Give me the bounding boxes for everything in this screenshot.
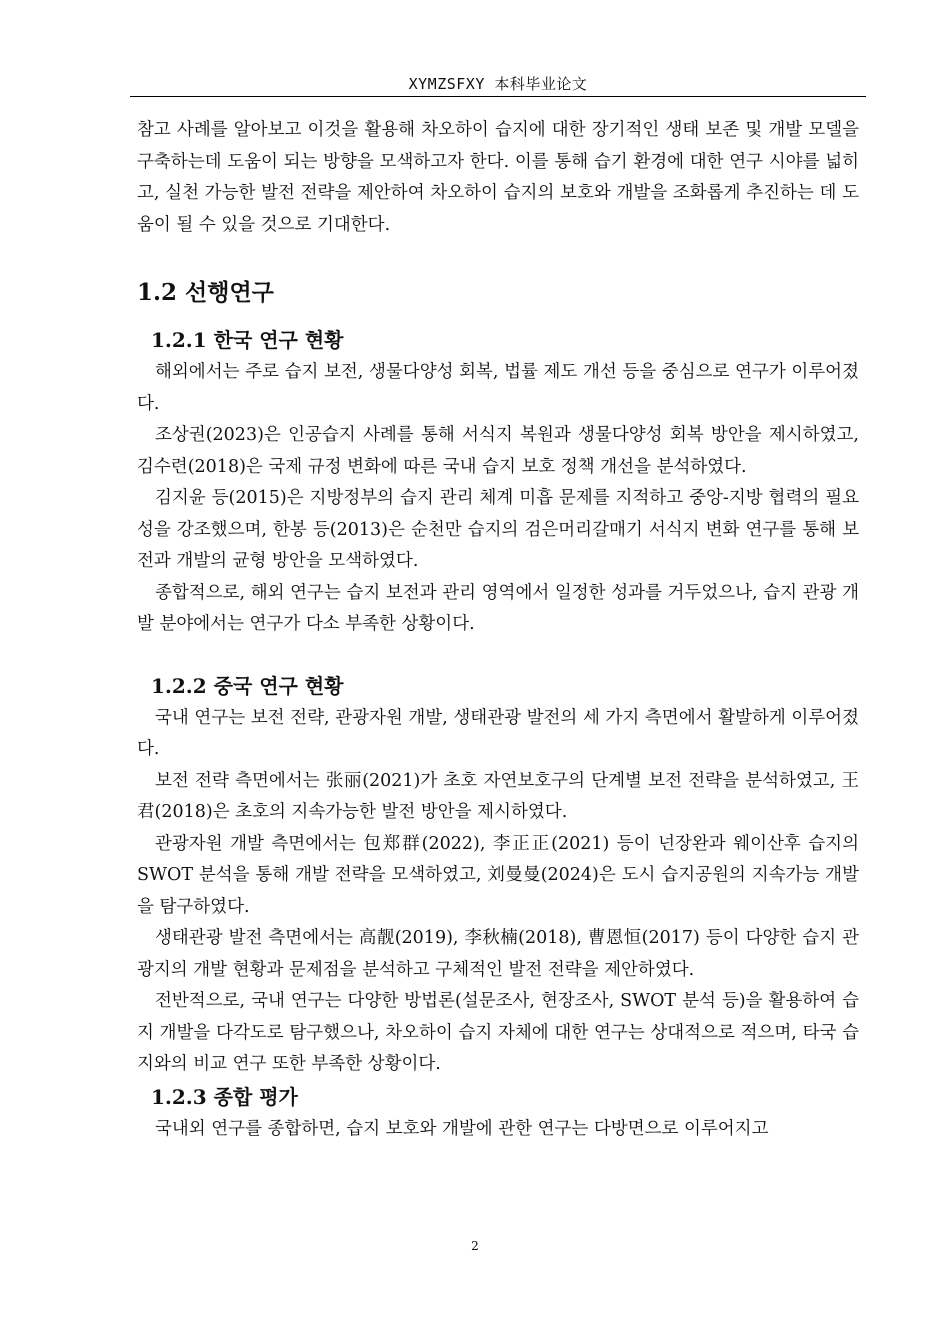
page-body: [137, 115, 859, 1145]
paragraph: 전반적으로, 국내 연구는 다양한 방법론(설문조사, 현장조사, SWOT 분석 등)을 활용하여 습지 개발을 다각도로 탐구했으나, 차오하이 습지 자체에 대한 연구는 상대적으로 적으며, 타국 습지와의 비교 연구 또한 부족한 상황이다.: [137, 991, 859, 1074]
paragraph: 국내 연구는 보전 전략, 관광자원 개발, 생태관광 발전의 세 가지 측면에서 활발하게 이루어졌다.: [137, 707, 859, 759]
subsection-heading-1-2-2: 1.2.2 중국 연구 현황: [151, 673, 344, 698]
paragraph: 김지윤 등(2015)은 지방정부의 습지 관리 체계 미흡 문제를 지적하고 중앙-지방 협력의 필요성을 강조했으며, 한봉 등(2013)은 순천만 습지의 검은머리갈매기 서식지 변화 연구를 통해 보전과 개발의 균형 방안을 모색하였다.: [137, 488, 859, 571]
subsection-heading-1-2-3: 1.2.3 종합 평가: [151, 1084, 298, 1109]
paragraph: 조상권(2023)은 인공습지 사례를 통해 서식지 복원과 생물다양성 회복 방안을 제시하였고, 김수련(2018)은 국제 규정 변화에 따른 국내 습지 보호 정책 개선을 분석하였다.: [137, 425, 859, 477]
page-number: 2: [471, 1239, 479, 1253]
paragraph: 해외에서는 주로 습지 보전, 생물다양성 회복, 법률 제도 개선 등을 중심으로 연구가 이루어졌다.: [137, 362, 859, 414]
paragraph: 국내외 연구를 종합하면, 습지 보호와 개발에 관한 연구는 다방면으로 이루어지고: [155, 1118, 769, 1139]
section-heading-1-2: 1.2 선행연구: [137, 279, 274, 306]
running-header: XYMZSFXY 本科毕业论文: [408, 75, 588, 93]
paragraph: 종합적으로, 해외 연구는 습지 보전과 관리 영역에서 일정한 성과를 거두었으나, 습지 관광 개발 분야에서는 연구가 다소 부족한 상황이다.: [137, 582, 859, 634]
header-divider: [130, 96, 866, 97]
intro-paragraph: 참고 사례를 알아보고 이것을 활용해 차오하이 습지에 대한 장기적인 생태 보존 및 개발 모델을 구축하는데 도움이 되는 방향을 모색하고자 한다. 이를 통해 습기 환경에 대한 연구 시야를 넓히고, 실천 가능한 발전 전략을 제안하여 차오하이 습지의 보호와 개발을 조화롭게 추진하는 데 도움이 될 수 있을 것으로 기대한다.: [137, 120, 859, 235]
paragraph: 생태관광 발전 측면에서는 高靓(2019), 李秋楠(2018), 曹恩恒(2017) 등이 다양한 습지 관광지의 개발 현황과 문제점을 분석하고 구체적인 발전 전략을 제안하였다.: [137, 928, 859, 980]
paragraph: 관광자원 개발 측면에서는 包郑群(2022), 李正正(2021) 등이 넌장완과 웨이산후 습지의 SWOT 분석을 통해 개발 전략을 모색하였고, 刘曼曼(2024)은 도시 습지공원의 지속가능 개발을 탐구하였다.: [137, 833, 859, 917]
paragraph: 보전 전략 측면에서는 张丽(2021)가 초호 자연보호구의 단계별 보전 전략을 분석하였고, 王君(2018)은 초호의 지속가능한 발전 방안을 제시하였다.: [137, 770, 859, 822]
subsection-heading-1-2-1: 1.2.1 한국 연구 현황: [151, 328, 344, 352]
